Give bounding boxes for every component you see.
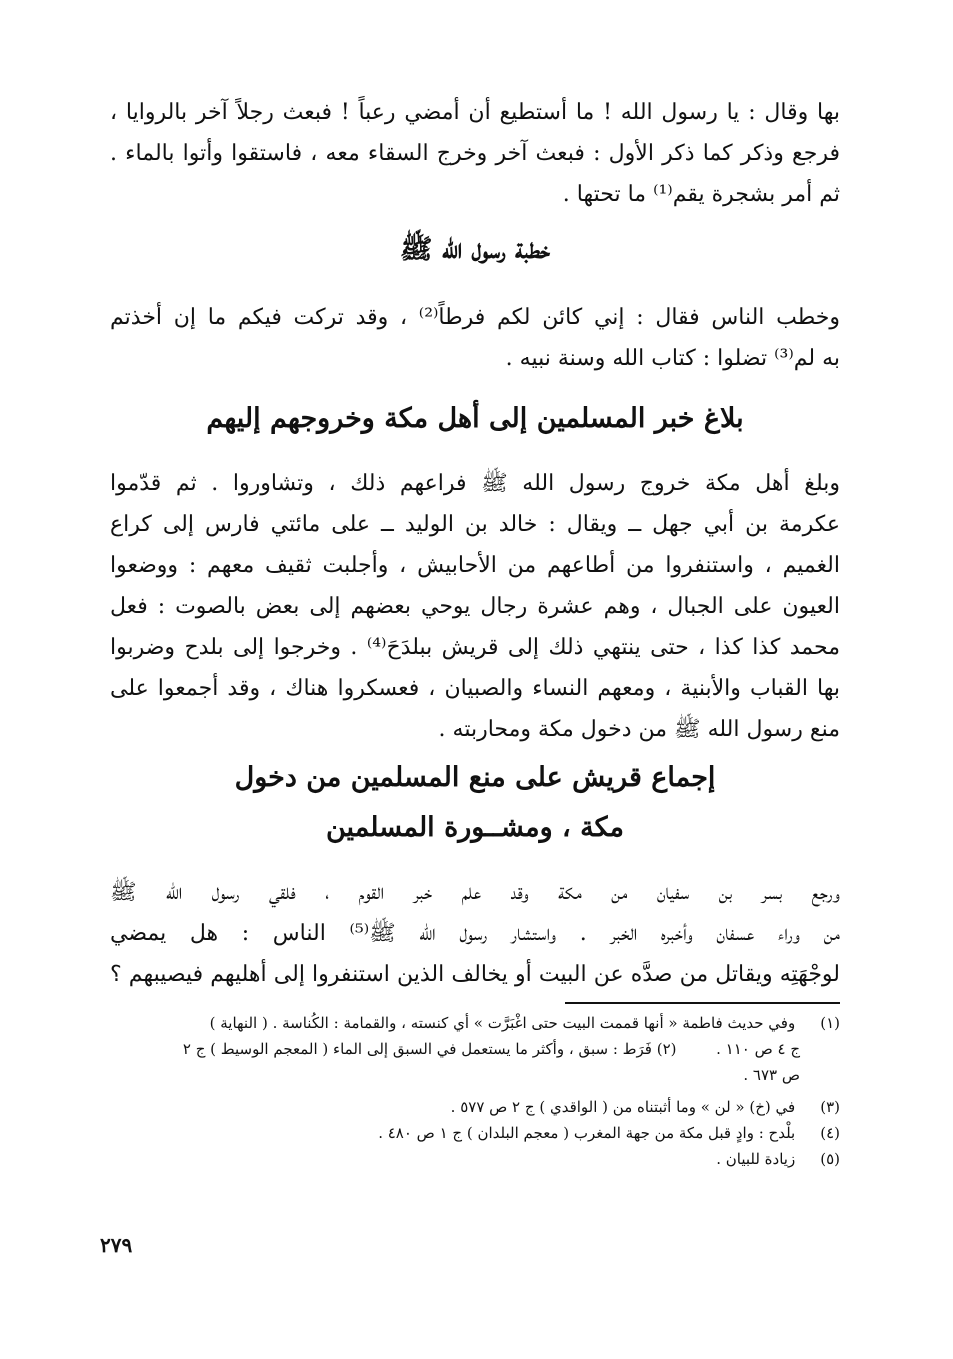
text-line: بها وقال : يا رسول الله ! ما أستطيع أن أمضي رعباً ! فبعث رجلاً آخر بالروايا ، bbox=[110, 100, 840, 125]
footnotes bbox=[110, 1010, 840, 1172]
footnote-number: (٢) bbox=[656, 1040, 677, 1058]
text-line: ورجع بسر بن سفيان من مكة وقد علم خبر القوم ، فلقي رسول الله ﷺ bbox=[110, 880, 840, 905]
footnote-1 bbox=[110, 1010, 840, 1036]
footnote-text: ص ٦٧٣ . bbox=[743, 1066, 800, 1084]
text-line: لوجْهَتِه ويقاتل من صدَّه عن البيت أو يخالف الذين استنفروا إلى أهليهم فيصيبهم ؟ bbox=[110, 962, 840, 987]
paragraph-2 bbox=[110, 297, 840, 379]
text-line: ثم أمر بشجرة يقم⁽¹⁾ ما تحتها . bbox=[562, 182, 840, 207]
footnote-text: بلْدح : وادٍ قبل مكة من جهة المغرب ( معجم البلدان ) ج ١ ص ٤٨٠ . bbox=[378, 1124, 796, 1142]
footnote-number: (٥) bbox=[820, 1150, 840, 1168]
text-line: عكرمة بن أبي جهل ــ ويقال : خالد بن الوليد ــ على مائتي فارس إلى كراع bbox=[110, 512, 840, 537]
text-line: وخطب الناس فقال : إني كائن لكم فرطاً⁽²⁾ ، وقد تركت فيكم ما إن أخذتم bbox=[110, 305, 840, 330]
footnote-number: (٣) bbox=[820, 1098, 840, 1116]
footnote-number: (١) bbox=[820, 1014, 840, 1032]
footnote-text: ج ٤ ص ١١٠ . bbox=[716, 1040, 800, 1058]
section-heading: خطبة رسول الله ﷺ bbox=[399, 234, 551, 265]
footnote-4 bbox=[110, 1120, 840, 1146]
text-line: محمد كذا كذا ، حتى ينتهي ذلك إلى قريش ببلدَحَ⁽⁴⁾ . وخرجوا إلى بلدح وضربوا bbox=[110, 635, 840, 660]
section-heading: إجماع قريش على منع المسلمين من دخول bbox=[234, 762, 716, 793]
section-heading: مكة ، ومشــورة المسلمين bbox=[326, 812, 624, 843]
footnote-3 bbox=[110, 1094, 840, 1120]
footnote-text: وفي حديث فاطمة « أنها قممت البيت حتى اغْبَرَّت » أي كنسته ، والقمامة : الكُناسة . ( النهاية ) bbox=[209, 1014, 796, 1032]
text-line: الغميم ، واستنفروا من أطاعهم من الأحابيش ، وأجلبت ثقيف معهم : ووضعوا bbox=[110, 553, 840, 578]
footnote-number: (٤) bbox=[820, 1124, 840, 1142]
footnote-divider bbox=[565, 1002, 840, 1004]
text-line: من وراء عسفان وأخبره الخبر . واستشار رسول الله ﷺ⁽⁵⁾ الناس : هل يمضي bbox=[110, 921, 840, 946]
text-line: فرجع وذكر كما ذكر الأول : فبعث آخر وخرج السقاء معه ، فاستقوا وأتوا بالماء . bbox=[110, 141, 840, 166]
paragraph-4 bbox=[110, 872, 840, 995]
section-heading: بلاغ خبر المسلمين إلى أهل مكة وخروجهم إليهم bbox=[206, 403, 744, 434]
footnote-5 bbox=[110, 1146, 840, 1172]
text-line: وبلغ أهل مكة خروج رسول الله ﷺ فراعهم ذلك ، وتشاوروا . ثم قدّموا bbox=[110, 471, 840, 496]
text-line: منع رسول الله ﷺ من دخول مكة ومحاربته . bbox=[438, 717, 840, 742]
footnote-2-cont bbox=[110, 1062, 840, 1088]
paragraph-1 bbox=[110, 92, 840, 215]
page-number: ٢٧٩ bbox=[100, 1233, 133, 1257]
text-line: به لم⁽³⁾ تضلوا : كتاب الله وسنة نبيه . bbox=[505, 346, 840, 371]
text-line: بها القباب والأبنية ، ومعهم النساء والصبيان ، فعسكروا هناك ، وقد أجمعوا على bbox=[110, 676, 840, 701]
footnote-1-2 bbox=[110, 1036, 840, 1062]
footnote-text: زيادة للبيان . bbox=[716, 1150, 796, 1168]
text-line: العيون على الجبال ، وهم عشرة رجال يوحي بعضهم إلى بعض بالصوت : فعل bbox=[110, 594, 840, 619]
footnote-text: فَرَط : سبق ، وأكثر ما يستعمل في السبق إلى الماء ( المعجم الوسيط ) ج ٢ bbox=[182, 1040, 652, 1058]
footnote-text: في (خ) « لن » وما أثبتناه من ( الواقدي ) ج ٢ ص ٥٧٧ . bbox=[450, 1098, 796, 1116]
paragraph-3 bbox=[110, 463, 840, 750]
